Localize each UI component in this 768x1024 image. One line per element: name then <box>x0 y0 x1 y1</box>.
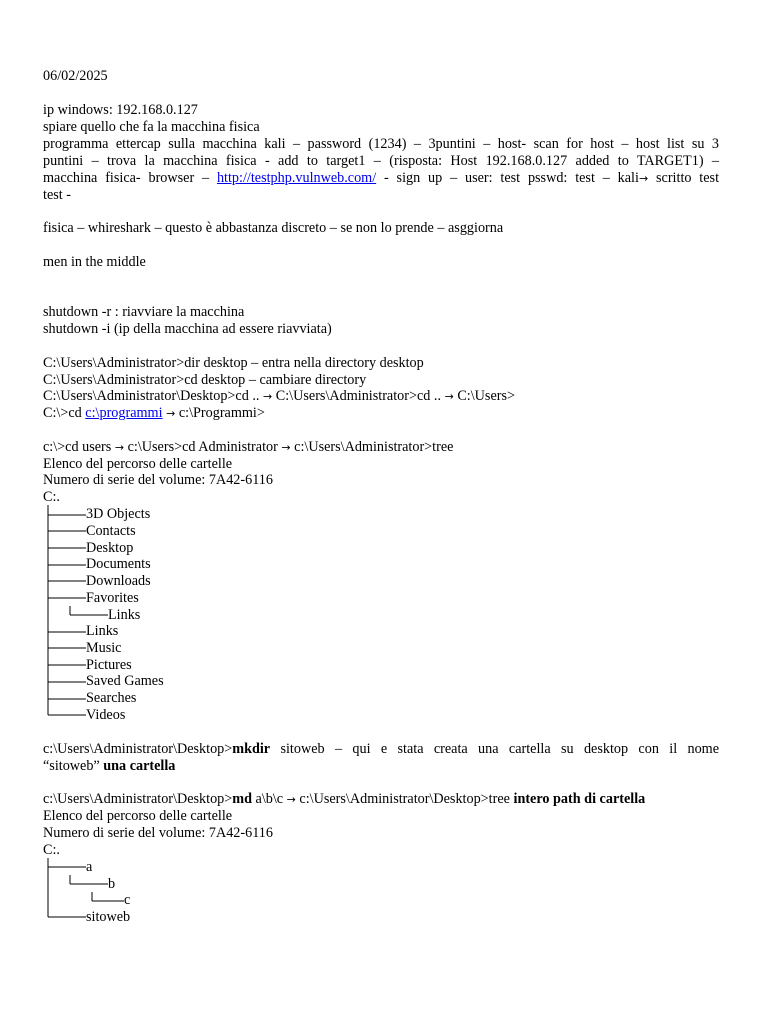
md-tail: intero path di cartella <box>513 791 646 807</box>
tree1-item: Searches <box>86 690 137 706</box>
tree1-header-2: Numero di serie del volume: 7A42-6116 <box>43 472 273 488</box>
mkdir-tail: una cartella <box>103 758 176 774</box>
shutdown-r-line: shutdown -r : riavviare la macchina <box>43 304 245 320</box>
cmd-dir-line: C:\Users\Administrator>dir desktop – entra nella directory desktop <box>43 355 424 371</box>
tree2-header-1: Elenco del percorso delle cartelle <box>43 808 233 824</box>
tree1-item: Contacts <box>86 523 136 539</box>
shutdown-i-line: shutdown -i (ip della macchina ad essere riavviata) <box>43 321 332 337</box>
ettercap-line-4: test - <box>43 187 71 203</box>
arrow-icon: → <box>638 172 649 185</box>
wireshark-line: fisica – whireshark – questo è abbastanza discreto – se non lo prende – asggiorna <box>43 220 504 236</box>
tree1-item: Desktop <box>86 540 134 556</box>
ettercap-text-c: scritto test <box>656 170 720 186</box>
tree2-item-c: c <box>124 892 131 908</box>
document-date: 06/02/2025 <box>43 68 108 84</box>
tree2-item-a: a <box>86 859 93 875</box>
tree1-item: Documents <box>86 556 151 572</box>
arrow-icon: → <box>286 793 296 806</box>
ettercap-text-b: - sign up – user: test psswd: test – kali <box>384 170 639 186</box>
ettercap-line-2: puntini – trova la macchina fisica - add to target1 – (risposta: Host 192.168.0.127 added to TARGET1) – <box>43 153 719 169</box>
mkdir-text: sitoweb – qui e stata creata una cartella su desktop con il nome <box>280 741 720 757</box>
md-args: a\b\c <box>255 791 284 807</box>
mkdir-command: mkdir <box>232 741 271 757</box>
arrow-icon: → <box>166 407 176 420</box>
tree1-root: C:. <box>43 489 60 505</box>
ip-line: ip windows: 192.168.0.127 <box>43 102 198 118</box>
tree1-item: Saved Games <box>86 673 164 689</box>
tree1-cmd-c: c:\Users\Administrator>tree <box>294 439 454 455</box>
tree1-item: Favorites <box>86 590 139 606</box>
tree2-root: C:. <box>43 842 60 858</box>
spy-line: spiare quello che fa la macchina fisica <box>43 119 260 135</box>
mitm-line: men in the middle <box>43 254 146 270</box>
cmd-prog-a: C:\>cd <box>43 405 82 421</box>
tree1-item: Downloads <box>86 573 151 589</box>
tree1-cmd-b: c:\Users>cd Administrator <box>127 439 278 455</box>
tree1-item: Music <box>86 640 122 656</box>
arrow-icon: → <box>114 441 125 454</box>
md-prompt: c:\Users\Administrator\Desktop> <box>43 791 233 807</box>
tree1-cmd-a: c:\>cd users <box>43 439 112 455</box>
mkdir-prompt: c:\Users\Administrator\Desktop> <box>43 741 233 757</box>
mkdir-quote: “sitoweb” <box>43 758 100 774</box>
tree2-item-b: b <box>108 876 116 892</box>
tree2-header-2: Numero di serie del volume: 7A42-6116 <box>43 825 273 841</box>
tree2-item-sitoweb: sitoweb <box>86 909 131 925</box>
testphp-link[interactable]: http://testphp.vulnweb.com/ <box>216 170 377 186</box>
cmd-prog-b: c:\Programmi> <box>178 405 265 421</box>
arrow-icon: → <box>444 390 454 403</box>
arrow-icon: → <box>281 441 291 454</box>
tree1-item: 3D Objects <box>86 506 151 522</box>
cmd-up-b: C:\Users\Administrator>cd .. <box>275 388 442 404</box>
arrow-icon: → <box>263 390 273 403</box>
ettercap-line-1: programma ettercap sulla macchina kali – password (1234) – 3puntini – host- scan for host – host list su 3 <box>43 136 719 152</box>
tree1-header-1: Elenco del percorso delle cartelle <box>43 456 233 472</box>
cmd-cd-line: C:\Users\Administrator>cd desktop – cambiare directory <box>43 372 367 388</box>
programmi-link[interactable]: c:\programmi <box>85 405 163 421</box>
md-tree-cmd: c:\Users\Administrator\Desktop>tree <box>299 791 510 807</box>
tree1-item: Links <box>86 623 119 639</box>
ettercap-text-a: macchina fisica- browser – <box>43 170 210 186</box>
md-command: md <box>232 791 252 807</box>
tree1-item: Pictures <box>86 657 132 673</box>
tree1-subitem: Links <box>108 607 141 623</box>
tree1-item: Videos <box>86 707 126 723</box>
cmd-up-c: C:\Users> <box>457 388 515 404</box>
cmd-up-a: C:\Users\Administrator\Desktop>cd .. <box>43 388 260 404</box>
